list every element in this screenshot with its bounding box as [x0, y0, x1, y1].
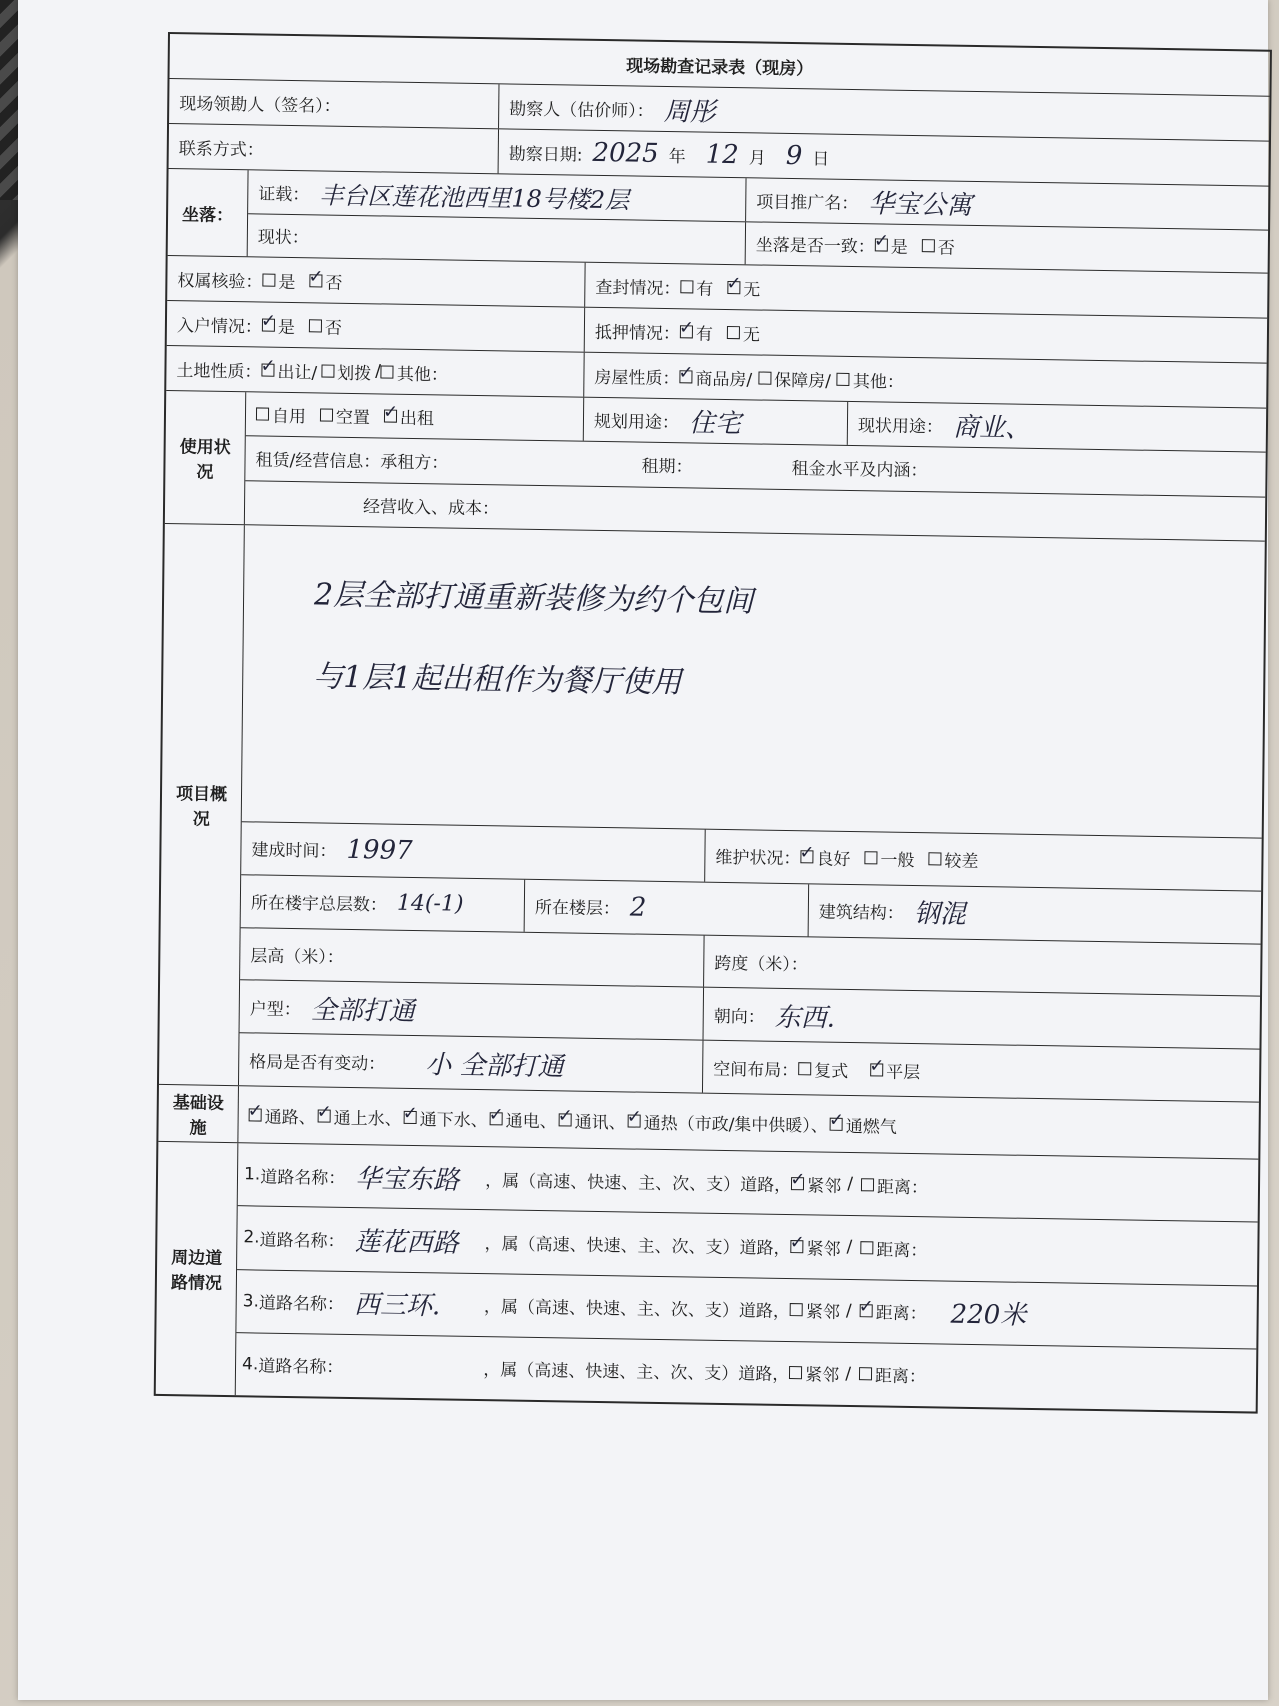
space-label: 空间布局： [713, 1059, 799, 1081]
consistent-yes-label: 是 [890, 237, 908, 259]
ownership-cell [167, 256, 585, 307]
maintenance-fair[interactable] [864, 846, 914, 872]
plan-handwriting: 住宅 [688, 408, 742, 440]
checkbox-icon [321, 364, 334, 377]
usage-vacant[interactable] [320, 403, 370, 429]
house-label: 房屋性质： [594, 367, 680, 389]
road-distance-handwriting: 220米 [950, 1299, 1027, 1331]
checkbox-checked-icon [800, 851, 813, 864]
checkbox-icon [837, 372, 850, 385]
space-flat-label: 平层 [886, 1062, 921, 1083]
maintenance-poor[interactable] [928, 847, 978, 873]
infra-heating-label: 通热（市政/集中供暖）、 [643, 1113, 828, 1137]
height-label: 层高（米）： [250, 946, 344, 968]
checkbox-checked-icon [261, 363, 274, 376]
house-other[interactable] [837, 366, 904, 392]
height-cell [240, 928, 705, 987]
road-class-text: ，属（高速、快速、主、次、支）道路， [484, 1234, 791, 1259]
structure-handwriting: 钢混 [913, 899, 967, 931]
structure-label: 建筑结构： [818, 902, 904, 925]
infra-gas-label: 通燃气 [845, 1116, 897, 1138]
surveyor-handwriting: 周彤 [663, 96, 716, 128]
consistent-label: 坐落是否一致： [755, 235, 875, 258]
house-commercial[interactable] [679, 364, 752, 390]
contact-label: 联系方式： [178, 138, 264, 161]
ownership-no[interactable] [309, 268, 342, 294]
mortgage-yes-label: 有 [695, 323, 714, 345]
road-separator: / [846, 1237, 853, 1258]
road-distance-label: 距离： [876, 1177, 929, 1198]
checkbox-checked-icon [249, 1108, 262, 1121]
span-label: 跨度（米）： [714, 953, 808, 976]
space-flat[interactable] [870, 1057, 920, 1083]
road-name-label: 道路名称： [259, 1230, 345, 1252]
promo-handwriting: 华宝公寓 [868, 189, 973, 221]
built-handwriting: 1997 [346, 834, 413, 866]
maintenance-fair-label: 一般 [880, 850, 915, 872]
overview-stack [239, 525, 1265, 1101]
land-separator: / [375, 361, 382, 382]
promo-label: 项目推广名： [756, 192, 859, 214]
checkbox-icon [790, 1303, 803, 1316]
checkbox-icon [758, 371, 771, 384]
current-use-label: 现状用途： [857, 416, 944, 438]
roads-stack [236, 1143, 1259, 1411]
maintenance-good-label: 良好 [816, 849, 851, 871]
checkbox-icon [860, 1241, 873, 1254]
location-stack [248, 170, 1269, 272]
road-name-handwriting: 西三环. [353, 1290, 441, 1322]
infra-road-label: 通路、 [264, 1107, 316, 1128]
consistent-no-label: 否 [937, 238, 955, 259]
surveyor-label: 勘察人（估价师）： [509, 98, 654, 122]
checkbox-checked-icon [791, 1240, 804, 1253]
road-number: 1. [243, 1164, 261, 1185]
usage-stack [245, 392, 1266, 540]
checkbox-checked-icon [860, 1304, 873, 1317]
entry-cell [167, 301, 585, 352]
floor-handwriting: 2 [629, 892, 647, 923]
leader-cell [169, 79, 499, 128]
checkbox-icon [789, 1366, 802, 1379]
road-separator: / [845, 1300, 852, 1321]
checkbox-checked-icon [679, 370, 692, 383]
structure-cell [809, 884, 1262, 943]
checkbox-checked-icon [628, 1114, 641, 1127]
overview-notes [242, 525, 1265, 838]
orientation-handwriting: 东西. [774, 1002, 836, 1034]
road-adjacent-label: 紧邻 [806, 1239, 841, 1260]
year-unit: 年 [668, 146, 686, 167]
floors-cell [241, 875, 526, 931]
orientation-label: 朝向： [713, 1006, 765, 1028]
maintenance-cell [705, 830, 1262, 891]
checkbox-checked-icon [791, 1177, 804, 1190]
usage-label: 使用状况 [165, 391, 246, 524]
infra-drainage[interactable] [404, 1104, 488, 1130]
layout-label: 格局是否有变动： [249, 1051, 386, 1075]
entry-yes[interactable] [262, 312, 295, 338]
ownership-no-label: 否 [325, 273, 343, 294]
checkbox-checked-icon [384, 410, 397, 423]
leader-label: 现场领勘人（签名）： [179, 93, 341, 117]
checkbox-checked-icon [559, 1113, 572, 1126]
month-handwriting: 12 [705, 139, 739, 171]
checkbox-checked-icon [680, 325, 693, 338]
contact-cell [169, 124, 499, 173]
infra-road[interactable] [249, 1102, 316, 1128]
cert-label: 证载： [258, 184, 310, 206]
mortgage-no-label: 无 [742, 324, 760, 346]
checkbox-checked-icon [490, 1112, 503, 1125]
road-name-label: 道路名称： [258, 1293, 345, 1316]
land-allocate-label: 划拨 [337, 363, 372, 384]
type-cell [240, 981, 705, 1040]
checkbox-checked-icon [309, 274, 322, 287]
infra-power-label: 通电、 [505, 1110, 557, 1132]
checkbox-icon [928, 853, 941, 866]
plan-cell [584, 398, 848, 446]
location-label: 坐落： [168, 169, 249, 256]
road-adjacent[interactable] [789, 1360, 839, 1386]
mortgage-no[interactable] [727, 319, 760, 345]
consistent-no[interactable] [922, 233, 955, 259]
mortgage-yes[interactable] [680, 319, 713, 345]
form-title: 现场勘查记录表（现房） [626, 55, 814, 79]
land-allocate[interactable] [321, 358, 371, 384]
maintenance-poor-label: 较差 [944, 851, 979, 873]
checkbox-icon [798, 1062, 811, 1075]
entry-no-label: 否 [324, 318, 343, 339]
road-adjacent[interactable] [791, 1171, 841, 1197]
status-cell [248, 214, 746, 264]
road-distance[interactable] [861, 1172, 928, 1198]
road-name-label: 道路名称： [258, 1356, 344, 1379]
income-label: 经营收入、成本： [362, 496, 500, 520]
road-name-handwriting: 华宝东路 [355, 1163, 460, 1196]
road-class-text: ，属（高速、快速、主、次、支）道路， [485, 1170, 792, 1196]
orientation-cell [704, 988, 1261, 1049]
type-label: 户型： [249, 999, 301, 1020]
usage-vacant-label: 空置 [335, 407, 371, 429]
checkbox-icon [320, 409, 333, 422]
term-label: 租期： [641, 457, 693, 478]
road-adjacent[interactable] [790, 1234, 840, 1260]
checkbox-checked-icon [318, 1109, 331, 1122]
road-adjacent-label: 紧邻 [807, 1175, 842, 1197]
road-adjacent[interactable] [790, 1297, 840, 1323]
lease-label: 租赁/经营信息：承租方： [255, 450, 449, 475]
road-distance-label: 距离： [876, 1240, 928, 1262]
infra-water-supply[interactable] [318, 1103, 402, 1129]
checkbox-icon [262, 273, 275, 286]
infra-heating[interactable] [628, 1108, 828, 1136]
overview-label: 项目概况 [159, 524, 245, 1085]
road-number: 2. [243, 1227, 260, 1248]
built-label: 建成时间： [251, 840, 337, 863]
road-distance-label: 距离： [875, 1303, 927, 1325]
space-duplex-label: 复式 [814, 1061, 849, 1082]
infra-drainage-label: 通下水、 [419, 1109, 488, 1131]
span-cell [704, 935, 1261, 996]
plan-label: 规划用途： [593, 412, 680, 434]
overview-row [159, 524, 1265, 1103]
road-separator: / [845, 1363, 852, 1384]
seal-yes[interactable] [680, 274, 713, 300]
maintenance-label: 维护状况： [715, 848, 801, 870]
entry-label: 入户情况： [176, 315, 263, 338]
built-cell [241, 822, 706, 881]
usage-rent[interactable] [384, 404, 434, 430]
mortgage-label: 抵押情况： [594, 322, 681, 344]
checkbox-checked-icon [727, 280, 740, 293]
checkbox-icon [864, 852, 877, 865]
usage-self[interactable] [256, 402, 306, 428]
floor-label: 所在楼层： [534, 898, 620, 920]
checkbox-checked-icon [830, 1117, 843, 1130]
floors-label: 所在楼宇总层数： [250, 893, 387, 916]
road-adjacent-label: 紧邻 [805, 1302, 841, 1323]
checkbox-icon [859, 1368, 872, 1381]
floor-cell [525, 880, 810, 936]
overview-note-2: 与1层1起出租作为餐厅使用 [313, 659, 682, 701]
current-use-handwriting: 商业、 [952, 412, 1032, 445]
checkbox-icon [680, 280, 693, 293]
infra-power[interactable] [490, 1106, 557, 1132]
road-distance-label: 距离： [874, 1366, 927, 1388]
road-name-handwriting [353, 1366, 483, 1368]
cert-cell [248, 170, 746, 220]
consistent-cell [746, 222, 1268, 273]
land-transfer[interactable] [261, 357, 317, 383]
checkbox-checked-icon [404, 1110, 417, 1123]
infra-telecom-label: 通讯、 [574, 1112, 626, 1133]
road-distance[interactable] [860, 1298, 927, 1324]
house-affordable[interactable] [758, 365, 831, 391]
rent-label: 租金水平及内涵： [791, 459, 928, 482]
usage-self-label: 自用 [271, 406, 307, 428]
checkbox-icon [861, 1178, 874, 1191]
land-other[interactable] [381, 359, 448, 385]
floors-handwriting: 14(-1) [396, 890, 464, 917]
seal-no-label: 无 [743, 279, 761, 301]
road-class-text: ，属（高速、快速、主、次、支）道路， [483, 1360, 790, 1386]
checkbox-icon [309, 319, 322, 332]
overview-note-1: 2层全部打通重新装修为约个包间 [313, 577, 754, 620]
house-affordable-label: 保障房/ [774, 370, 831, 392]
seal-label: 查封情况： [595, 277, 681, 299]
consistent-yes[interactable] [875, 233, 908, 259]
promo-cell [746, 178, 1268, 229]
layout-handwriting: 小 全部打通 [425, 1049, 564, 1082]
checkbox-checked-icon [262, 318, 275, 331]
status-label: 现状： [257, 227, 309, 249]
infra-telecom[interactable] [559, 1107, 626, 1133]
roads-label: 周边道路情况 [156, 1142, 239, 1395]
infra-gas[interactable] [830, 1111, 897, 1137]
cert-handwriting: 丰台区莲花池西里18号楼2层 [319, 181, 630, 215]
road-distance[interactable] [859, 1362, 926, 1388]
roads-row [156, 1142, 1259, 1412]
road-name-handwriting: 莲花西路 [354, 1226, 459, 1259]
land-label: 土地性质： [176, 360, 262, 383]
seal-no[interactable] [727, 274, 760, 300]
space-cell [703, 1041, 1260, 1102]
road-number: 4. [241, 1354, 259, 1375]
checkbox-checked-icon [875, 239, 888, 252]
house-other-label: 其他： [852, 371, 904, 393]
year-handwriting: 2025 [592, 137, 659, 169]
road-number: 3. [242, 1290, 260, 1312]
current-use-cell [848, 402, 1266, 452]
checkbox-icon [381, 365, 394, 378]
ownership-label: 权属核验： [177, 270, 263, 293]
ownership-yes-label: 是 [278, 272, 296, 293]
infra-label: 基础设施 [158, 1085, 239, 1142]
ownership-yes[interactable] [262, 267, 295, 293]
checkbox-icon [922, 239, 935, 252]
day-handwriting: 9 [785, 140, 803, 172]
entry-no[interactable] [309, 313, 342, 339]
maintenance-good[interactable] [800, 845, 850, 871]
road-class-text: ，属（高速、快速、主、次、支）道路， [483, 1297, 791, 1323]
day-unit: 日 [812, 148, 830, 170]
checkbox-icon [256, 408, 269, 421]
entry-yes-label: 是 [277, 317, 296, 338]
paper-sheet [18, 0, 1268, 1700]
checkbox-icon [727, 325, 740, 338]
date-label: 勘察日期: [508, 143, 583, 166]
infra-water-supply-label: 通上水、 [333, 1108, 402, 1130]
space-duplex[interactable] [798, 1056, 848, 1082]
layout-cell [239, 1033, 704, 1092]
house-commercial-label: 商品房/ [695, 368, 753, 390]
usage-rent-label: 出租 [399, 408, 435, 430]
land-other-label: 其他： [396, 364, 449, 386]
usage-row [165, 391, 1266, 542]
road-name-label: 道路名称： [260, 1167, 346, 1189]
type-handwriting: 全部打通 [310, 995, 415, 1027]
month-unit: 月 [748, 147, 766, 169]
road-adjacent-label: 紧邻 [805, 1365, 840, 1387]
usage-options-cell [246, 392, 584, 441]
road-distance[interactable] [860, 1235, 927, 1261]
seal-yes-label: 有 [696, 278, 714, 300]
road-separator: / [847, 1174, 854, 1195]
checkbox-checked-icon [870, 1063, 883, 1076]
survey-form [154, 32, 1272, 1414]
land-transfer-label: 出让/ [277, 362, 318, 383]
land-cell [166, 346, 584, 397]
